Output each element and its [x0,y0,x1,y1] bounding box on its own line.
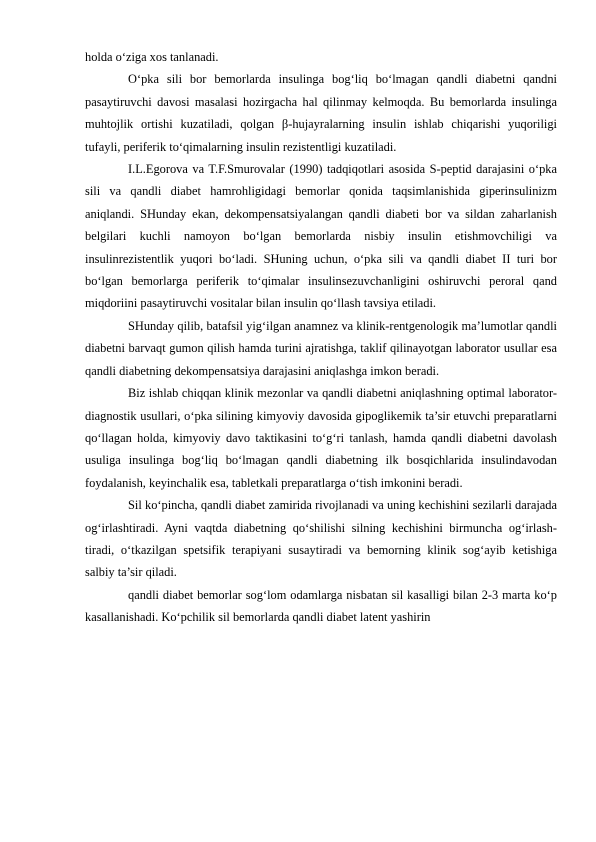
paragraph-3: I.L.Egorova va T.F.Smurovalar (1990) tadqiqotlari asosida S-peptid darajasini o‘pka sili va qandli diabet hamrohligidagi bemorlar qonida taqsimlanishida giperinsulinizm aniqlandi. SHunday ekan, dekompensatsiyalangan qandli diabeti bor va sildan zaharlanish belgilari kuchli namoyon bo‘lgan bemorlarda nisbiy insulin etishmovchiligi va insulinrezistentlik yuqori bo‘ladi. SHuning uchun, o‘pka sili va qandli diabet II turi bor bo‘lgan bemorlarga periferik to‘qimalar insulinsezuvchanligini oshiruvchi peroral qand miqdoriini pasaytiruvchi vositalar bilan insulin qo‘llash tavsiya etiladi. [85,162,557,311]
paragraph-6: Sil ko‘pincha, qandli diabet zamirida rivojlanadi va uning kechishini sezilarli darajada og‘irlashtiradi. Ayni vaqtda diabetning qo‘shilishi silning kechishini birmuncha og‘irlash-tiradi, o‘tkazilgan spetsifik terapiyani susaytiradi va bemorning klinik sog‘ayib ketishiga salbiy ta’sir qiladi. [85,498,557,580]
document-page [85,46,557,629]
paragraph-continuation: holda o‘ziga xos tanlanadi. [85,50,219,64]
paragraph-5: Biz ishlab chiqqan klinik mezonlar va qandli diabetni aniqlashning optimal laborator-diagnostik usullari, o‘pka silining kimyoviy davosida gipoglikemik ta’sir etuvchi preparatlarni qo‘llagan holda, kimyoviy davo taktikasini to‘g‘ri tanlash, hamda qandli diabetni davolash usuliga insulinga bog‘liq bo‘lmagan qandli diabetning ilk bosqichlarida insulindavodan foydalanish, keyinchalik esa, tabletkali preparatlarga o‘tish imkonini beradi. [85,386,557,490]
paragraph-7: qandli diabet bemorlar sog‘lom odamlarga nisbatan sil kasalligi bilan 2-3 marta ko‘p kasallanishadi. Ko‘pchilik sil bemorlarda qandli diabet latent yashirin [85,587,557,625]
paragraph-2: O‘pka sili bor bemorlarda insulinga bog‘liq bo‘lmagan qandli diabetni qandni pasaytiruvchi davosi masalasi hozirgacha hal qilinmay kelmoqda. Bu bemorlarda insulinga muhtojlik ortishi kuzatiladi, qolgan β-hujayralarning insulin ishlab chiqarishi yuqoriligi tufayli, periferik to‘qimalarning insulin rezistentligi kuzatiladi. [85,72,557,154]
paragraph-4: SHunday qilib, batafsil yig‘ilgan anamnez va klinik-rentgenologik ma’lumotlar qandli diabetni barvaqt gumon qilish hamda turini ajratishga, taklif qilinayotgan laborator usullar esa qandli diabetning dekompensatsiya darajasini aniqlashga imkon beradi. [85,318,557,378]
